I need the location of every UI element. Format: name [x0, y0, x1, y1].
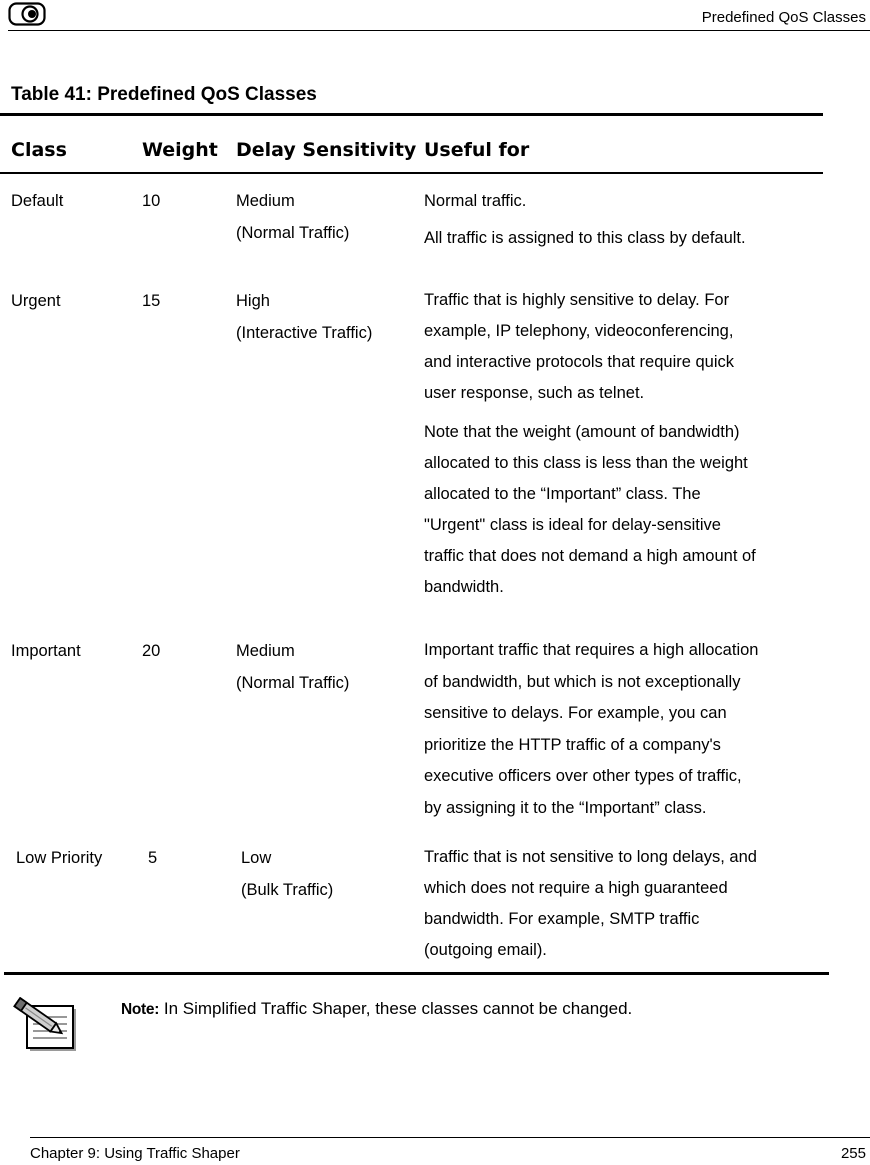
table-top-rule: [0, 113, 823, 116]
column-header-delay-sensitivity: Delay Sensitivity: [236, 139, 417, 161]
useful-for-cell: Traffic that is not sensitive to long delays, and which does not require a high guaranteed bandwidth. For example, SMTP traffic (outgoing email).: [424, 848, 757, 959]
table-bottom-rule: [4, 972, 829, 975]
weight-cell: 10: [142, 192, 161, 210]
useful-for-cell: Important traffic that requires a high allocation of bandwidth, but which is not exceptionally sensitive to delays. For example, you can prioritize the HTTP traffic of a company's executive officers over other types of traffic, by assigning it to the “Important” class.: [424, 641, 759, 817]
delay-cell: High (Interactive Traffic): [236, 292, 373, 342]
delay-cell: Medium (Normal Traffic): [236, 642, 350, 692]
column-header-useful-for: Useful for: [424, 139, 530, 161]
running-header-title: Predefined QoS Classes: [701, 9, 866, 26]
header-divider: [8, 30, 870, 31]
footer-chapter: Chapter 9: Using Traffic Shaper: [30, 1145, 240, 1162]
notepad-pencil-icon: [10, 997, 78, 1053]
weight-cell: 5: [148, 849, 158, 867]
class-cell: Important: [11, 642, 81, 660]
header-bottom-rule: [0, 172, 823, 174]
delay-cell: Medium (Normal Traffic): [236, 192, 350, 242]
useful-for-cell: Traffic that is highly sensitive to delay. For example, IP telephony, videoconferencing, and interactive protocols that require quick user response, such as telnet. Note that the weight (amount of bandwidth) allocated to this class is less than the weight allocated to the “Important” class. The "Urgent" class is ideal for delay-sensitive traffic that does not demand a high amount of bandwidth.: [424, 291, 756, 596]
class-cell: Default: [11, 192, 64, 210]
delay-cell: Low (Bulk Traffic): [241, 849, 334, 899]
weight-cell: 20: [142, 642, 161, 660]
footer-divider: [30, 1137, 870, 1138]
class-cell: Low Priority: [16, 849, 103, 867]
class-cell: Urgent: [11, 292, 61, 310]
page-number: 255: [840, 1145, 866, 1162]
note-body: In Simplified Traffic Shaper, these classes cannot be changed.: [163, 999, 633, 1018]
column-header-weight: Weight: [142, 139, 218, 161]
note-label: Note:: [121, 1001, 160, 1018]
table-title: Table 41: Predefined QoS Classes: [11, 84, 317, 105]
note-text: [121, 997, 632, 1022]
weight-cell: 15: [142, 292, 161, 310]
useful-for-cell: Normal traffic. All traffic is assigned to this class by default.: [424, 192, 746, 247]
camera-lens-logo-icon: [8, 2, 46, 26]
column-header-class: Class: [11, 139, 67, 161]
